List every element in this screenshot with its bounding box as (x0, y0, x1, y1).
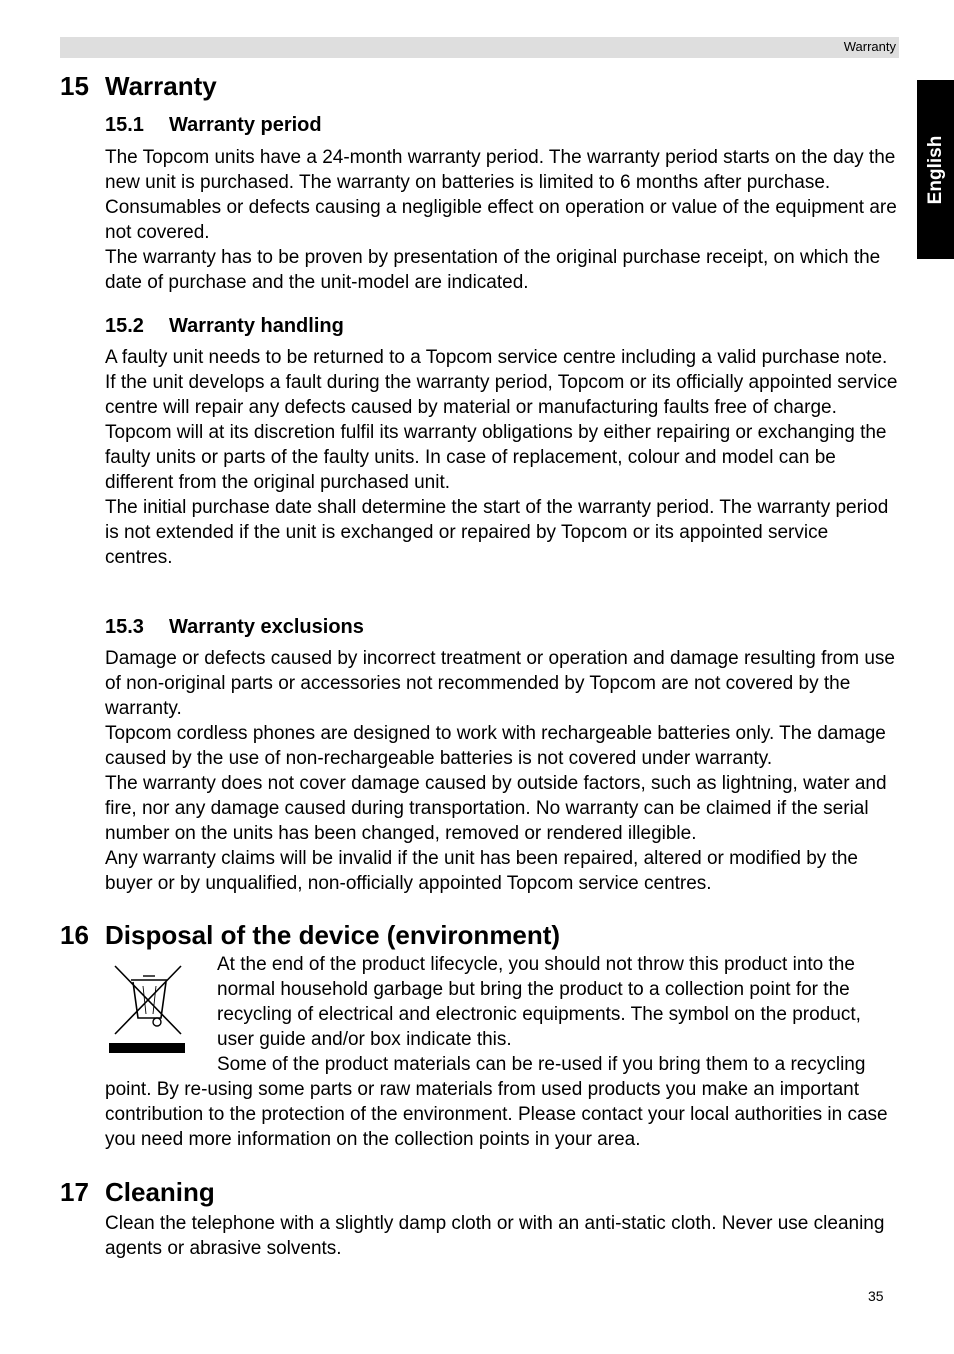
section-title: Disposal of the device (environment) (105, 920, 561, 950)
paragraph: The initial purchase date shall determine the start of the warranty period. The warranty period is not extended if the unit is exchanged or repaired by Topcom or its appointed service centres. (105, 497, 889, 568)
section-15-heading (60, 70, 217, 102)
weee-symbol-graphic (105, 956, 191, 1056)
paragraph: Damage or defects caused by incorrect treatment or operation and damage resulting from use of non-original parts or accessories not recommended by Topcom are not covered by the warranty. (105, 648, 895, 719)
section-number: 15 (60, 71, 89, 101)
running-header (60, 37, 899, 58)
section-16-heading (60, 919, 560, 951)
subsection-15-1-heading (105, 112, 322, 138)
subsection-title: Warranty exclusions (169, 616, 364, 638)
paragraph: The Topcom units have a 24-month warranty period. The warranty period starts on the day the new unit is purchased. The warranty on batteries is limited to 6 months after purchase. Consumables or defects causing a negligible effect on operation or value of the equipment are not covered. (105, 147, 897, 243)
paragraph: The warranty does not cover damage caused by outside factors, such as lightning, water and fire, nor any damage caused during transportation. No warranty can be claimed if the serial number on the units has been changed, removed or rendered illegible. (105, 773, 887, 844)
paragraph: At the end of the product lifecycle, you should not throw this product into the normal household garbage but bring the product to a collection point for the recycling of electrical and electronic equipments. The symbol on the product, user guide and/or box indicate this. (217, 954, 861, 1050)
warranty-handling-text (105, 345, 900, 570)
subsection-15-2-heading (105, 313, 344, 339)
section-17-heading (60, 1176, 215, 1208)
page-number: 35 (868, 1288, 884, 1304)
language-tab-label: English (924, 135, 946, 204)
section-title: Cleaning (105, 1177, 215, 1207)
paragraph: The warranty has to be proven by presentation of the original purchase receipt, on which the date of purchase and the unit-model are indicated. (105, 247, 881, 293)
running-header-title: Warranty (843, 39, 896, 54)
paragraph: Clean the telephone with a slightly damp cloth or with an anti-static cloth. Never use cleaning agents or abrasive solvents. (105, 1213, 885, 1259)
warranty-exclusions-text (105, 646, 900, 896)
paragraph: A faulty unit needs to be returned to a Topcom service centre including a valid purchase note. If the unit develops a fault during the warranty period, Topcom or its officially appointed service centre will repair any defects caused by material or manufacturing faults free of charge. (105, 347, 898, 418)
disposal-text (105, 952, 900, 1152)
subsection-number: 15.3 (105, 616, 144, 638)
subsection-title: Warranty period (169, 114, 322, 136)
paragraph: Topcom will at its discretion fulfil its warranty obligations by either repairing or exchanging the faulty units or parts of the faulty units. In case of replacement, colour and model can be different from the original purchased unit. (105, 422, 887, 493)
section-number: 16 (60, 920, 89, 950)
subsection-number: 15.2 (105, 315, 144, 337)
warranty-period-text (105, 145, 900, 295)
section-number: 17 (60, 1177, 89, 1207)
cleaning-text (105, 1211, 900, 1261)
paragraph: Some of the product materials can be re-used if you bring them to a recycling point. By re-using some parts or raw materials from used products you make an important contribution to the protection of the environment. Please contact your local authorities in case you need more information on the collection points in your area. (105, 1054, 888, 1150)
paragraph: Topcom cordless phones are designed to work with rechargeable batteries only. The damage caused by the use of non-rechargeable batteries is not covered under warranty. (105, 723, 886, 769)
section-title: Warranty (105, 71, 217, 101)
subsection-title: Warranty handling (169, 315, 344, 337)
subsection-number: 15.1 (105, 114, 144, 136)
language-tab (917, 80, 954, 259)
paragraph: Any warranty claims will be invalid if the unit has been repaired, altered or modified by the buyer or by unqualified, non-officially appointed Topcom service centres. (105, 848, 858, 894)
crossed-out-wheelie-bin-icon (105, 956, 217, 1068)
subsection-15-3-heading (105, 614, 364, 640)
